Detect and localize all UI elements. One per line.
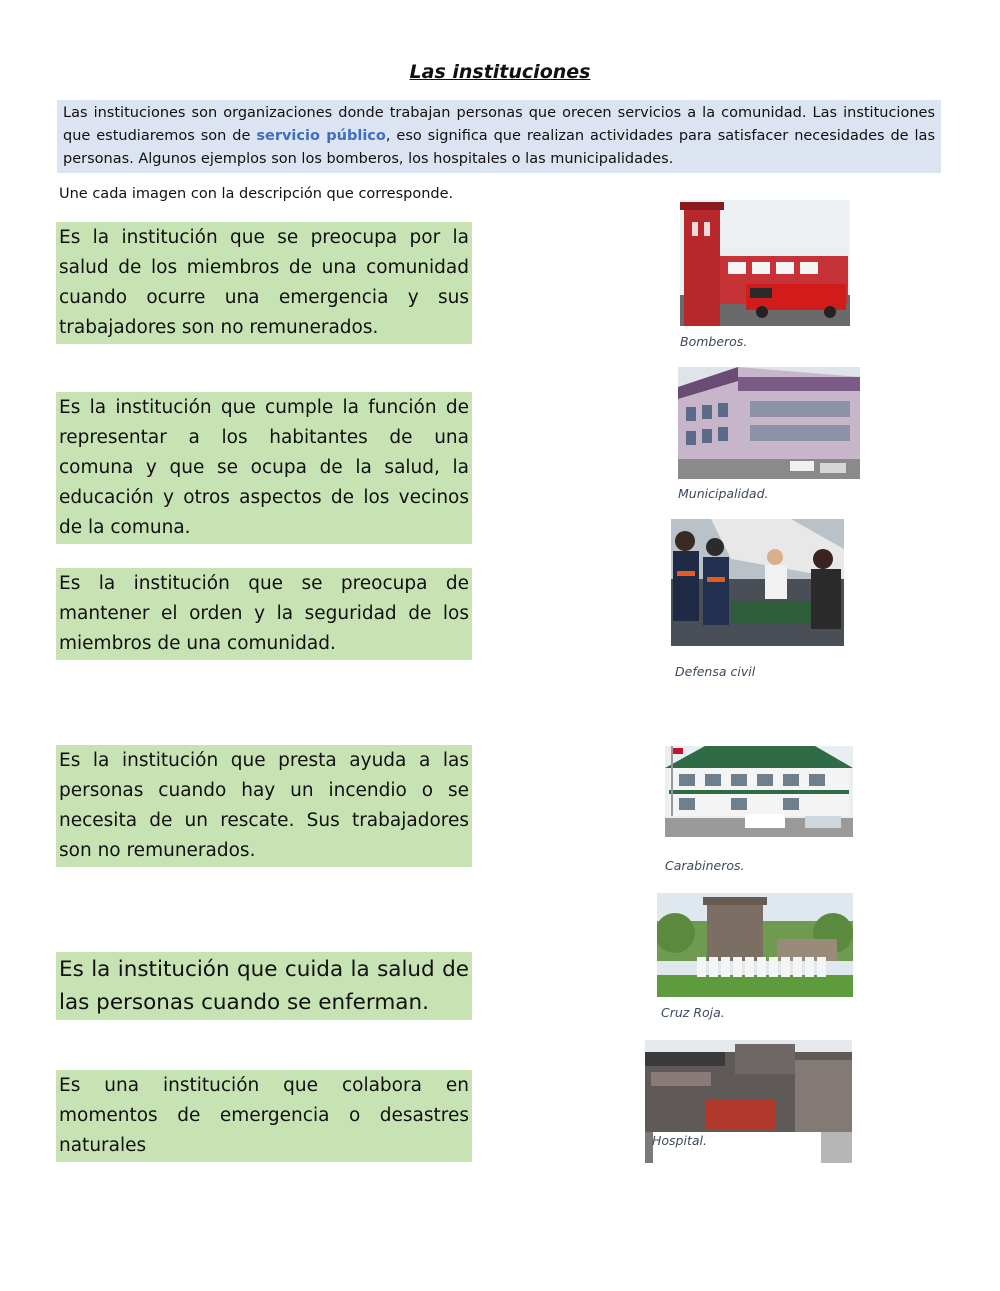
civil-defense-photo[interactable] <box>671 519 844 646</box>
description-1[interactable]: Es la institución que se preocupa por la salud de los miembros de una comunidad cuando ocurre una emergencia y sus trabajadores son no remunerados. <box>56 222 472 344</box>
red-cross-photo[interactable] <box>657 893 853 997</box>
intro-paragraph <box>57 100 941 173</box>
police-station-photo[interactable] <box>665 746 853 837</box>
description-6[interactable]: Es una institución que colabora en momentos de emergencia o desastres naturales <box>56 1070 472 1162</box>
description-5[interactable]: Es la institución que cuida la salud de las personas cuando se enferman. <box>56 952 472 1020</box>
caption-4: Carabineros. <box>665 858 745 873</box>
caption-3: Defensa civil <box>675 664 756 679</box>
instruction-text: Une cada imagen con la descripción que corresponde. <box>59 186 454 202</box>
caption-2: Municipalidad. <box>678 486 769 501</box>
caption-1: Bomberos. <box>680 334 748 349</box>
description-4[interactable]: Es la institución que presta ayuda a las personas cuando hay un incendio o se necesita de un rescate. Sus trabajadores son no remunerados. <box>56 745 472 867</box>
fire-station-photo[interactable] <box>680 200 850 326</box>
page-title: Las instituciones <box>409 61 591 83</box>
intro-highlight: servicio público <box>256 128 386 144</box>
description-3[interactable]: Es la institución que se preocupa de mantener el orden y la seguridad de los miembros de una comunidad. <box>56 568 472 660</box>
description-2[interactable]: Es la institución que cumple la función de representar a los habitantes de una comuna y que se ocupa de la salud, la educación y otros aspectos de los vecinos de la comuna. <box>56 392 472 544</box>
caption-5: Cruz Roja. <box>661 1005 725 1020</box>
intro-text-before: Las instituciones son organizaciones donde trabajan personas que orecen servicios a la comunidad. Las instituciones que estudiaremos son de <box>63 105 935 144</box>
municipal-building-photo[interactable] <box>678 367 860 479</box>
intro-text-after: , eso significa que realizan actividades para satisfacer necesidades de las personas. Algunos ejemplos son los bomberos, los hospitales o las municipalidades. <box>63 128 935 167</box>
caption-6: Hospital. <box>652 1133 707 1148</box>
